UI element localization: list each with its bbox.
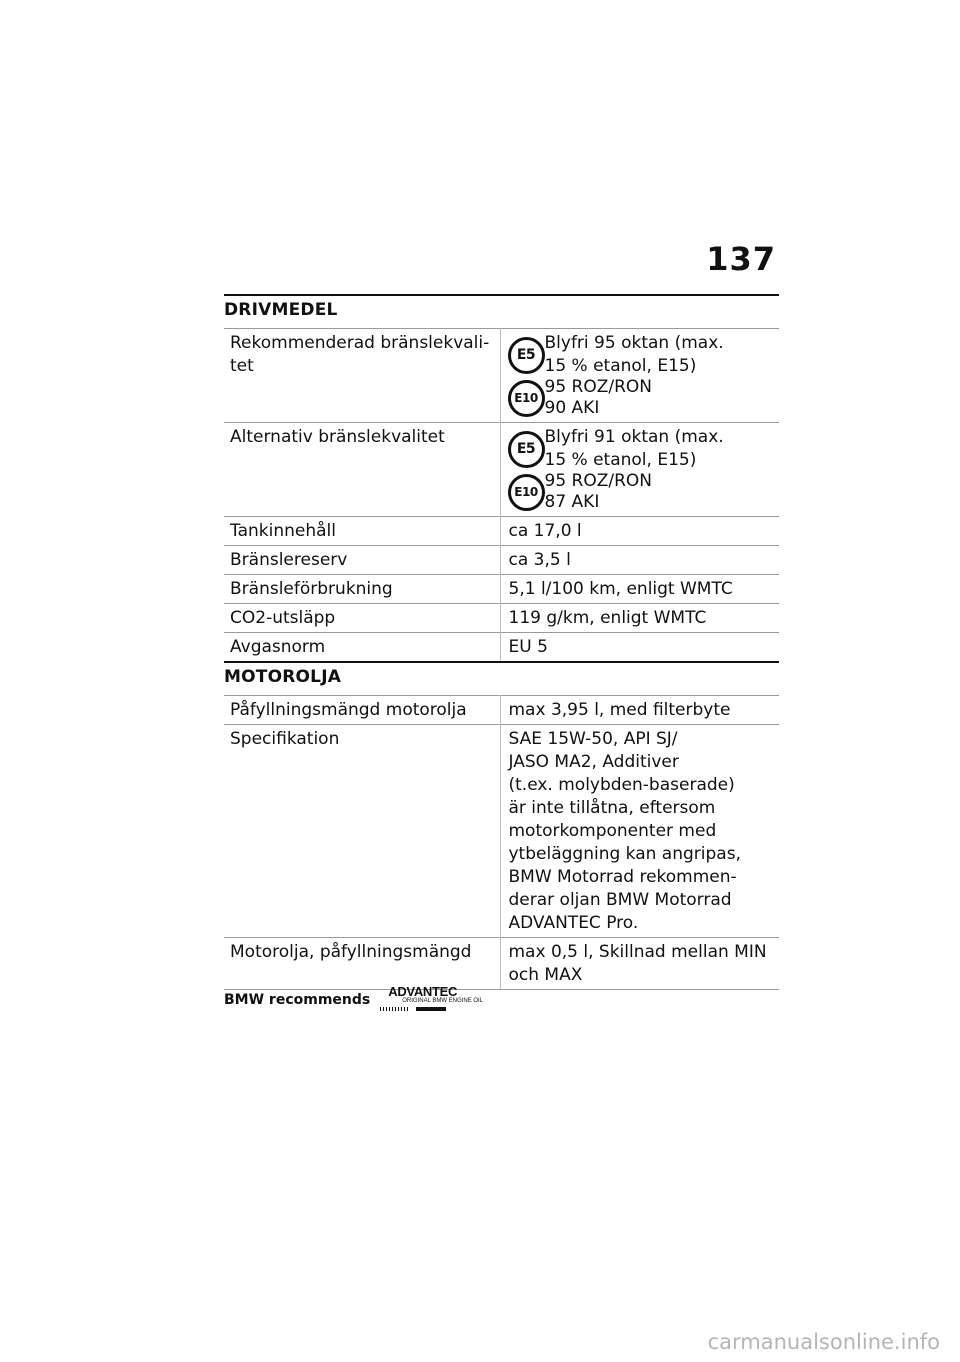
row-label: Motorolja, påfyllningsmängd bbox=[224, 938, 500, 990]
row-label: Påfyllningsmängd motorolja bbox=[224, 696, 500, 725]
table-row bbox=[224, 517, 779, 546]
e10-fuel-icon: E10 bbox=[508, 380, 545, 417]
table-row bbox=[224, 575, 779, 604]
row-value: 5,1 l/100 km, enligt WMTC bbox=[500, 575, 779, 604]
value-line: 95 ROZ/RON bbox=[544, 377, 653, 397]
row-label: CO2-utsläpp bbox=[224, 604, 500, 633]
fuel-badges bbox=[508, 337, 546, 423]
value-line: SAE 15W-50, API SJ/ bbox=[508, 729, 678, 749]
row-label: Bränsleförbrukning bbox=[224, 575, 500, 604]
row-value bbox=[500, 423, 779, 517]
table-row bbox=[224, 423, 779, 517]
row-label: Alternativ bränslekvalitet bbox=[224, 423, 500, 517]
recommended-fuel-label: Rekommenderad bränslekvali-tet bbox=[230, 333, 490, 376]
row-value: 119 g/km, enligt WMTC bbox=[500, 604, 779, 633]
value-line: derar oljan BMW Motorrad bbox=[508, 890, 732, 910]
value-line: ytbeläggning kan angripas, bbox=[508, 844, 741, 864]
e10-fuel-icon: E10 bbox=[508, 474, 545, 511]
value-line: Blyfri 95 oktan (max. bbox=[544, 333, 724, 353]
row-label: Specifikation bbox=[224, 725, 500, 938]
table-row bbox=[224, 696, 779, 725]
watermark: carmanualsonline.info bbox=[707, 1330, 940, 1354]
table-row bbox=[224, 604, 779, 633]
fuel-section bbox=[224, 294, 779, 662]
e5-fuel-icon: E5 bbox=[508, 337, 545, 374]
row-label: Avgasnorm bbox=[224, 633, 500, 662]
engine-oil-section-title: MOTOROLJA bbox=[224, 661, 779, 695]
value-line: (t.ex. molybden-baserade) bbox=[508, 775, 735, 795]
value-line: är inte tillåtna, eftersom bbox=[508, 798, 716, 818]
row-value: EU 5 bbox=[500, 633, 779, 662]
advantec-logo bbox=[380, 984, 484, 1011]
table-row bbox=[224, 633, 779, 662]
value-line: ADVANTEC Pro. bbox=[508, 913, 639, 933]
row-label bbox=[224, 329, 500, 423]
value-line: Blyfri 91 oktan (max. bbox=[544, 427, 724, 447]
value-line: och MAX bbox=[508, 965, 583, 985]
advantec-logo-text: ADVANTEC bbox=[388, 984, 458, 999]
advantec-stripe-icon bbox=[380, 1005, 480, 1011]
table-row bbox=[224, 329, 779, 423]
bmw-recommends bbox=[224, 984, 484, 1015]
table-row bbox=[224, 546, 779, 575]
row-value bbox=[500, 725, 779, 938]
row-label: Bränslereserv bbox=[224, 546, 500, 575]
value-line: 95 ROZ/RON bbox=[544, 471, 653, 491]
value-line: BMW Motorrad rekommen- bbox=[508, 867, 737, 887]
value-line: motorkomponenter med bbox=[508, 821, 717, 841]
recommends-label: BMW recommends bbox=[224, 992, 371, 1008]
row-value: max 3,95 l, med filterbyte bbox=[500, 696, 779, 725]
fuel-badges bbox=[508, 431, 546, 517]
e5-fuel-icon: E5 bbox=[508, 431, 545, 468]
engine-oil-section bbox=[224, 661, 779, 990]
value-line: 87 AKI bbox=[544, 492, 600, 512]
engine-oil-spec-table bbox=[224, 695, 779, 990]
table-row bbox=[224, 725, 779, 938]
table-row bbox=[224, 938, 779, 990]
value-line: JASO MA2, Additiver bbox=[508, 752, 679, 772]
row-value: ca 3,5 l bbox=[500, 546, 779, 575]
row-value: ca 17,0 l bbox=[500, 517, 779, 546]
page-number: 137 bbox=[706, 240, 776, 278]
row-value bbox=[500, 938, 779, 990]
value-line: 90 AKI bbox=[544, 398, 600, 418]
fuel-spec-table bbox=[224, 328, 779, 662]
value-line: max 0,5 l, Skillnad mellan MIN bbox=[508, 942, 767, 962]
advantec-logo-subtext: ORIGINAL BMW ENGINE OIL bbox=[402, 998, 484, 1004]
fuel-section-title: DRIVMEDEL bbox=[224, 294, 779, 328]
row-value bbox=[500, 329, 779, 423]
value-line: 15 % etanol, E15) bbox=[544, 356, 697, 376]
row-label: Tankinnehåll bbox=[224, 517, 500, 546]
value-line: 15 % etanol, E15) bbox=[544, 450, 697, 470]
